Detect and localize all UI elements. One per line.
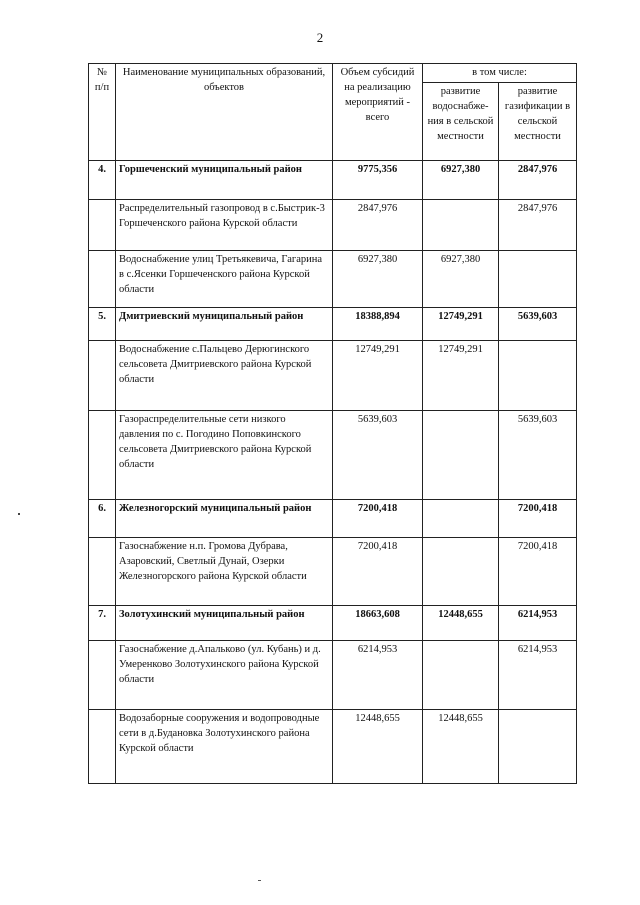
row-total: 9775,356 xyxy=(333,161,423,200)
row-number: 7. xyxy=(89,606,116,641)
row-gas xyxy=(499,710,577,784)
row-name: Распределительный газопровод в с.Быстрик-3 Горшеченского района Курской области xyxy=(116,200,333,251)
object-row xyxy=(89,538,577,606)
row-water xyxy=(423,538,499,606)
row-number xyxy=(89,200,116,251)
object-row xyxy=(89,200,577,251)
row-name: Газоснабжение д.Апальково (ул. Кубань) и д. Умеренково Золотухинского района Курской области xyxy=(116,641,333,710)
row-water xyxy=(423,500,499,538)
row-number xyxy=(89,251,116,308)
row-total: 6214,953 xyxy=(333,641,423,710)
district-row xyxy=(89,161,577,200)
header-including: в том числе: xyxy=(423,64,577,83)
row-gas xyxy=(499,341,577,411)
object-row xyxy=(89,411,577,500)
row-water: 12749,291 xyxy=(423,308,499,341)
row-number xyxy=(89,710,116,784)
scan-speck xyxy=(18,513,20,515)
row-water: 6927,380 xyxy=(423,251,499,308)
row-gas: 6214,953 xyxy=(499,641,577,710)
header-name: Наименование муниципальных образований, объектов xyxy=(116,64,333,161)
row-total: 7200,418 xyxy=(333,538,423,606)
row-water: 12448,655 xyxy=(423,606,499,641)
row-gas xyxy=(499,251,577,308)
row-name: Водоснабжение с.Пальцево Дерюгинского сельсовета Дмитриевского района Курской области xyxy=(116,341,333,411)
row-name: Дмитриевский муниципальный район xyxy=(116,308,333,341)
row-gas: 6214,953 xyxy=(499,606,577,641)
row-name: Газоснабжение н.п. Громова Дубрава, Азаровский, Светлый Дунай, Озерки Железногорского района Курской области xyxy=(116,538,333,606)
row-total: 18388,894 xyxy=(333,308,423,341)
row-total: 12749,291 xyxy=(333,341,423,411)
row-gas: 7200,418 xyxy=(499,500,577,538)
row-number: 6. xyxy=(89,500,116,538)
row-number xyxy=(89,411,116,500)
row-name: Железногорский муниципальный район xyxy=(116,500,333,538)
header-water: развитие водоснабже-ния в сельской местности xyxy=(423,83,499,161)
row-total: 5639,603 xyxy=(333,411,423,500)
row-water xyxy=(423,411,499,500)
row-number: 5. xyxy=(89,308,116,341)
page-number: 2 xyxy=(316,30,324,45)
header-total: Объем субсидий на реализацию мероприятий - всего xyxy=(333,64,423,161)
row-water: 6927,380 xyxy=(423,161,499,200)
row-name: Газораспределительные сети низкого давления по с. Погодино Поповкинского сельсовета Дмитриевского района Курской области xyxy=(116,411,333,500)
row-number xyxy=(89,641,116,710)
district-row xyxy=(89,308,577,341)
row-gas: 5639,603 xyxy=(499,411,577,500)
district-row xyxy=(89,500,577,538)
object-row xyxy=(89,251,577,308)
header-gas: развитие газификации в сельской местности xyxy=(499,83,577,161)
row-water: 12749,291 xyxy=(423,341,499,411)
row-gas: 7200,418 xyxy=(499,538,577,606)
row-name: Горшеченский муниципальный район xyxy=(116,161,333,200)
row-gas: 2847,976 xyxy=(499,200,577,251)
row-name: Водоснабжение улиц Третьякевича, Гагарина в с.Ясенки Горшеченского района Курской области xyxy=(116,251,333,308)
scan-speck xyxy=(258,880,261,881)
row-number xyxy=(89,538,116,606)
row-water: 12448,655 xyxy=(423,710,499,784)
header-num: № п/п xyxy=(89,64,116,161)
row-gas: 2847,976 xyxy=(499,161,577,200)
row-gas: 5639,603 xyxy=(499,308,577,341)
district-row xyxy=(89,606,577,641)
row-total: 18663,608 xyxy=(333,606,423,641)
row-name: Водозаборные сооружения и водопроводные сети в д.Будановка Золотухинского района Курской области xyxy=(116,710,333,784)
row-number xyxy=(89,341,116,411)
object-row xyxy=(89,710,577,784)
object-row xyxy=(89,341,577,411)
row-water xyxy=(423,200,499,251)
row-total: 12448,655 xyxy=(333,710,423,784)
row-name: Золотухинский муниципальный район xyxy=(116,606,333,641)
table-body xyxy=(89,161,577,784)
row-total: 2847,976 xyxy=(333,200,423,251)
subsidy-table xyxy=(88,63,577,784)
row-number: 4. xyxy=(89,161,116,200)
object-row xyxy=(89,641,577,710)
row-total: 7200,418 xyxy=(333,500,423,538)
row-total: 6927,380 xyxy=(333,251,423,308)
row-water xyxy=(423,641,499,710)
